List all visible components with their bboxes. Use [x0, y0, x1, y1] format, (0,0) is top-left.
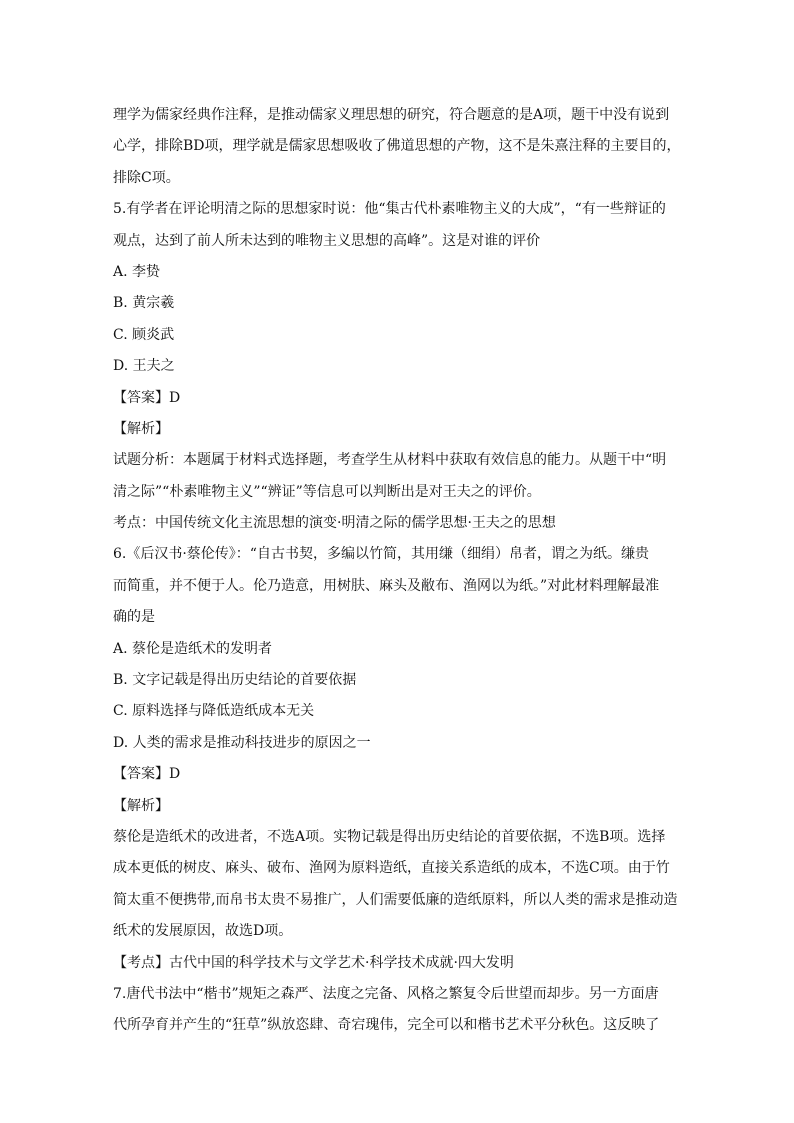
text-line: 心学，排除BD项，理学就是儒家思想吸收了佛道思想的产物，这不是朱熹注释的主要目的， — [113, 138, 681, 155]
document-page — [113, 100, 683, 1042]
text-line: 代所孕育并产生的“狂草”纵放恣肆、奇宕瑰伟，完全可以和楷书艺术平分秋色。这反映了 — [113, 1017, 660, 1034]
text-line: 5.有学者在评论明清之际的思想家时说：他“集古代朴素唯物主义的大成”，“有一些辩证的 — [113, 201, 666, 218]
answer-option: B. 文字记载是得出历史结论的首要依据 — [113, 672, 357, 689]
section-label: 【解析】 — [113, 420, 169, 437]
answer-option: D. 人类的需求是推动科技进步的原因之一 — [113, 734, 371, 751]
text-line: 确的是 — [113, 609, 155, 626]
text-line: 6.《后汉书·蔡伦传》：“自古书契，多编以竹简，其用缣（细绢）帛者，谓之为纸。缣贵 — [113, 546, 649, 563]
answer-option: B. 黄宗羲 — [113, 295, 175, 312]
text-line: 而简重，并不便于人。伦乃造意，用树肤、麻头及敝布、渔网以为纸。”对此材料理解最准 — [113, 577, 660, 594]
text-line: 7.唐代书法中“楷书”规矩之森严、法度之完备、风格之繁复令后世望而却步。另一方面唐 — [113, 985, 659, 1002]
answer-option: C. 顾炎武 — [113, 326, 175, 343]
text-line: 成本更低的树皮、麻头、破布、渔网为原料造纸，直接关系造纸的成本，不选C项。由于竹 — [113, 860, 670, 877]
section-label: 【答案】D — [113, 389, 181, 406]
text-line: 考点：中国传统文化主流思想的演变·明清之际的儒学思想·王夫之的思想 — [113, 515, 556, 532]
text-line: 蔡伦是造纸术的改进者，不选A项。实物记载是得出历史结论的首要依据，不选B项。选择 — [113, 828, 666, 845]
text-line: 清之际”“朴素唯物主义”“辨证”等信息可以判断出是对王夫之的评价。 — [113, 483, 541, 500]
answer-option: A. 李贽 — [113, 263, 161, 280]
text-line: 试题分析：本题属于材料式选择题，考查学生从材料中获取有效信息的能力。从题干中“明 — [113, 452, 667, 469]
text-line: 排除C项。 — [113, 169, 180, 186]
text-line: 观点，达到了前人所未达到的唯物主义思想的高峰”。这是对谁的评价 — [113, 232, 541, 249]
text-line: 纸术的发展原因，故选D项。 — [113, 923, 293, 940]
section-label: 【答案】D — [113, 766, 181, 783]
text-line: 理学为儒家经典作注释，是推动儒家义理思想的研究，符合题意的是A项，题干中没有说到 — [113, 107, 670, 123]
section-label: 【考点】古代中国的科学技术与文学艺术·科学技术成就·四大发明 — [113, 954, 514, 971]
answer-option: C. 原料选择与降低造纸成本无关 — [113, 703, 315, 720]
section-label: 【解析】 — [113, 797, 169, 814]
text-line: 简太重不便携带,而帛书太贵不易推广，人们需要低廉的造纸原料，所以人类的需求是推动造 — [113, 891, 678, 908]
answer-option: D. 王夫之 — [113, 358, 175, 375]
answer-option: A. 蔡伦是造纸术的发明者 — [113, 640, 273, 657]
